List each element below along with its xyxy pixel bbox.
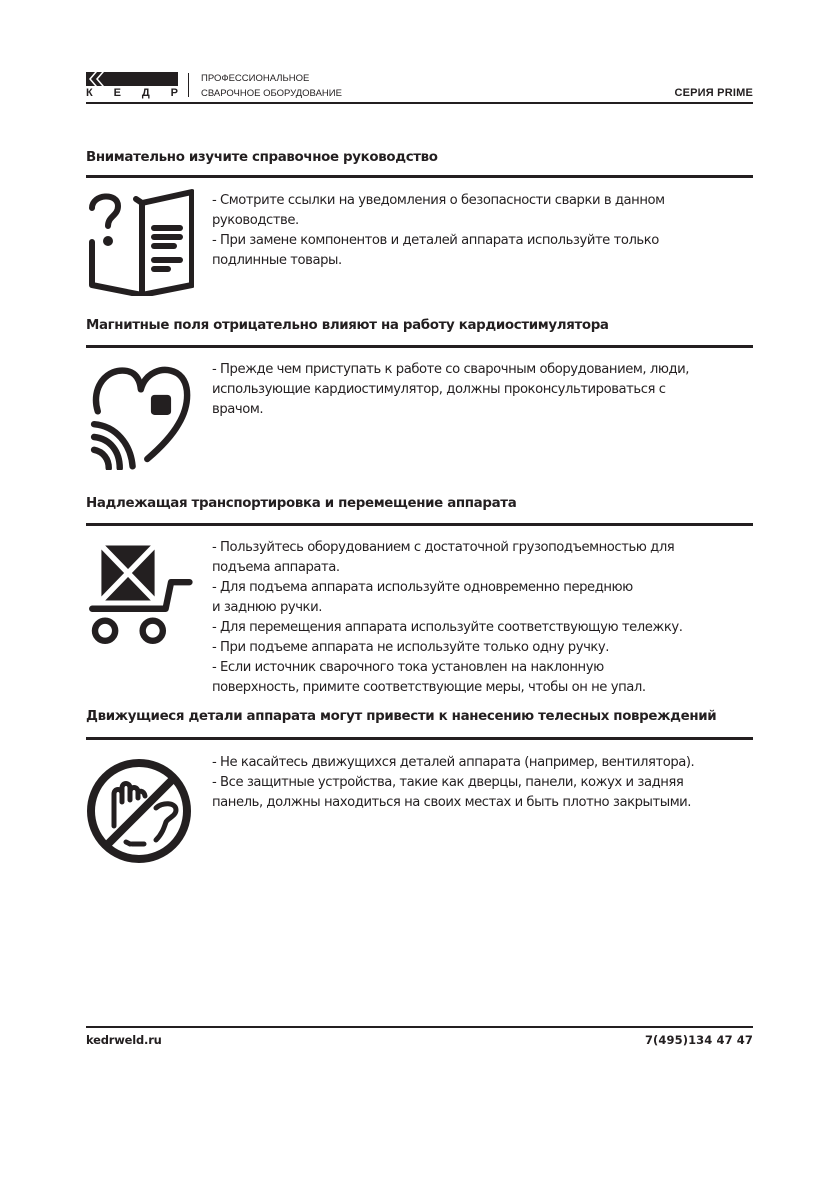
section-body-pacemaker bbox=[212, 360, 772, 420]
section-body-transport bbox=[212, 538, 772, 698]
section-title-transport: Надлежащая транспортировка и перемещение аппарата bbox=[86, 496, 517, 511]
logo-chevron-icon bbox=[86, 72, 108, 86]
section-title-manual: Внимательно изучите справочное руководство bbox=[86, 150, 438, 165]
header-divider bbox=[86, 102, 753, 104]
logo-letters bbox=[86, 87, 178, 99]
cart-box-icon bbox=[84, 540, 194, 650]
header-subtitle bbox=[201, 71, 342, 101]
header-subtitle-line1: ПРОФЕССИОНАЛЬНОЕ bbox=[201, 73, 310, 84]
header-subtitle-line2: СВАРОЧНОЕ ОБОРУДОВАНИЕ bbox=[201, 88, 342, 99]
heart-pacemaker-icon bbox=[84, 360, 194, 470]
footer-website-link[interactable]: kedrweld.ru bbox=[86, 1033, 162, 1047]
footer-phone: 7(495)134 47 47 bbox=[644, 1033, 753, 1047]
list-item: - Для подъема аппарата используйте одновременно переднюю и заднюю ручки. bbox=[212, 580, 633, 615]
section-divider bbox=[86, 175, 753, 178]
no-hand-icon bbox=[84, 756, 194, 866]
list-item: - Если источник сварочного тока установлен на наклонную поверхность, примите соответствующие меры, чтобы он не упал. bbox=[212, 660, 646, 695]
list-item: - Смотрите ссылки на уведомления о безопасности сварки в данном руководстве. bbox=[212, 193, 665, 228]
list-item: - При замене компонентов и деталей аппарата используйте только подлинные товары. bbox=[212, 233, 659, 268]
logo-letter: Е bbox=[113, 87, 121, 99]
footer-divider bbox=[86, 1026, 753, 1028]
series-label: СЕРИЯ PRIME bbox=[674, 87, 753, 99]
logo-letter: К bbox=[86, 87, 93, 99]
list-item: - Не касайтесь движущихся деталей аппарата (например, вентилятора). bbox=[212, 755, 695, 770]
section-title-pacemaker: Магнитные поля отрицательно влияют на работу кардиостимулятора bbox=[86, 318, 609, 333]
manual-question-icon bbox=[84, 186, 194, 296]
section-divider bbox=[86, 737, 753, 740]
kedr-logo bbox=[86, 72, 178, 100]
section-divider bbox=[86, 523, 753, 526]
list-item: - При подъеме аппарата не используйте только одну ручку. bbox=[212, 640, 610, 655]
header-separator bbox=[188, 73, 189, 97]
list-item: - Прежде чем приступать к работе со сварочным оборудованием, люди, использующие кардиостимулятор, должны проконсультироваться с врачом. bbox=[212, 362, 690, 417]
list-item: - Все защитные устройства, такие как дверцы, панели, кожух и задняя панель, должны находиться на своих местах и быть плотно закрытыми. bbox=[212, 775, 692, 810]
list-item: - Для перемещения аппарата используйте соответствующую тележку. bbox=[212, 620, 683, 635]
section-body-moving-parts bbox=[212, 753, 772, 813]
section-divider bbox=[86, 345, 753, 348]
section-title-moving-parts: Движущиеся детали аппарата могут привести к нанесению телесных повреждений bbox=[86, 709, 717, 724]
logo-letter: Р bbox=[170, 87, 178, 99]
list-item: - Пользуйтесь оборудованием с достаточной грузоподъемностью для подъема аппарата. bbox=[212, 540, 675, 575]
section-body-manual bbox=[212, 191, 772, 271]
logo-letter: Д bbox=[141, 87, 150, 99]
